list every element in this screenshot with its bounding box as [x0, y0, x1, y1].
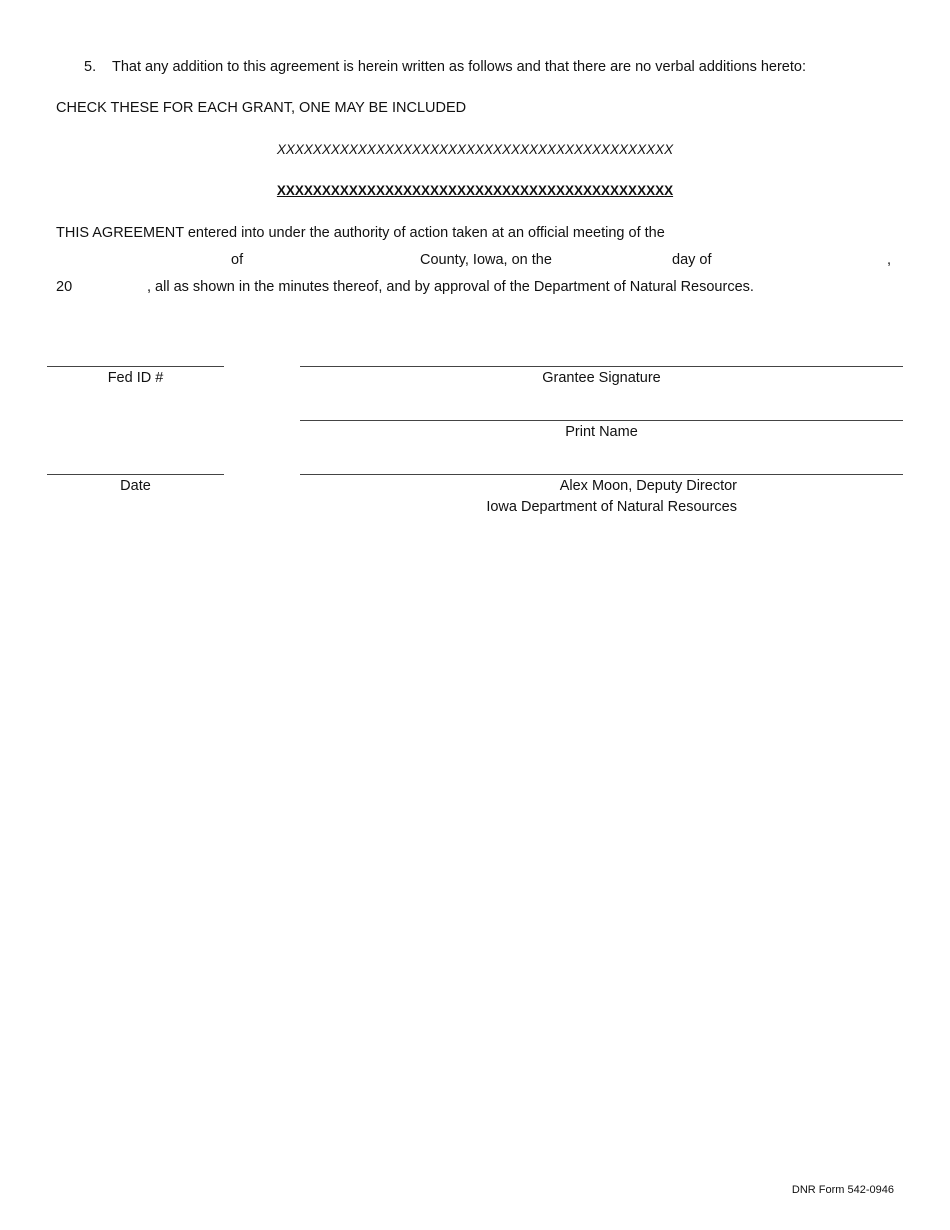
fed-id-label: Fed ID # — [107, 370, 164, 386]
date-line[interactable] — [47, 474, 224, 475]
agreement-line-1: THIS AGREEMENT entered into under the authority of action taken at an official meeting of the — [56, 225, 665, 241]
date-label: Date — [120, 478, 151, 494]
agreement-county: County, Iowa, on the — [420, 252, 552, 268]
agreement-comma: , — [887, 252, 892, 268]
placeholder-underlined: XXXXXXXXXXXXXXXXXXXXXXXXXXXXXXXXXXXXXXXXXXXX — [276, 183, 674, 198]
print-name-label: Print Name — [565, 424, 638, 440]
agreement-of: of — [231, 252, 244, 268]
check-heading: CHECK THESE FOR EACH GRANT, ONE MAY BE INCLUDED — [56, 100, 467, 116]
form-number: DNR Form 542-0946 — [791, 1184, 894, 1196]
agreement-day-of: day of — [672, 252, 712, 268]
grantee-signature-label: Grantee Signature — [542, 370, 661, 386]
clause-5-text: That any addition to this agreement is herein written as follows and that there are no verbal additions hereto: — [112, 59, 806, 75]
placeholder-italic: XXXXXXXXXXXXXXXXXXXXXXXXXXXXXXXXXXXXXXXXXXXX — [276, 142, 674, 157]
director-name: Alex Moon, Deputy Director — [559, 478, 737, 494]
grantee-signature-line[interactable] — [300, 366, 903, 367]
director-signature-line[interactable] — [300, 474, 903, 475]
agreement-line-3: , all as shown in the minutes thereof, and by approval of the Department of Natural Resources. — [147, 279, 754, 295]
director-org: Iowa Department of Natural Resources — [486, 499, 737, 515]
print-name-line[interactable] — [300, 420, 903, 421]
fed-id-line[interactable] — [47, 366, 224, 367]
clause-number: 5. — [84, 59, 97, 75]
agreement-year-prefix: 20 — [56, 279, 73, 295]
